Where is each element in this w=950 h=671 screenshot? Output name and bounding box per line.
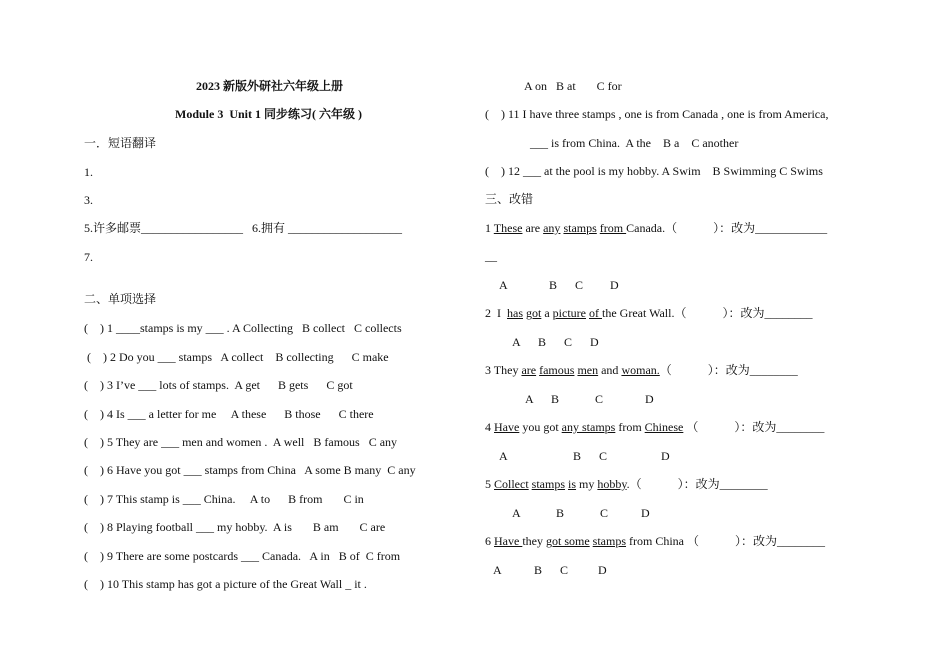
answer-blank: __ [485, 249, 497, 263]
section3-title: 三、改错 [485, 192, 534, 206]
phrase-line: 1. [84, 165, 93, 179]
correction-item: 3 They are famous men and woman.（ ）：改为________ [485, 363, 798, 377]
mc-question: ( ) 12 ___ at the pool is my hobby. A Swim B Swimming C Swims [485, 164, 823, 178]
mc-options: A on B at C for [524, 79, 622, 93]
mc-question: ( ) 10 This stamp has got a picture of the Great Wall _ it . [84, 577, 367, 591]
page-title: 2023 新版外研社六年级上册 [196, 79, 344, 93]
mc-question: ( ) 3 I’ve ___ lots of stamps. A get B gets C got [84, 378, 353, 392]
mc-question: ( ) 5 They are ___ men and women . A well B famous C any [84, 435, 398, 449]
section2-title: 二、单项选择 [84, 292, 157, 306]
phrase-line: 7. [84, 250, 93, 264]
correction-item: 4 Have you got any stamps from Chinese （ ）：改为________ [485, 420, 825, 434]
correction-item: 1 These are any stamps from Canada.（ ）：改为____________ [485, 221, 828, 235]
mc-question-cont: ___ is from China. A the B a C another [530, 136, 739, 150]
page-subtitle: Module 3 Unit 1 同步练习( 六年级 ) [175, 107, 362, 121]
mc-question: ( ) 7 This stamp is ___ China. A to B from C in [84, 492, 364, 506]
correction-options: A B C D [493, 563, 607, 577]
mc-question: ( ) 8 Playing football ___ my hobby. A is B am C are [84, 520, 386, 534]
section1-title: 一．短语翻译 [84, 136, 157, 150]
mc-question: ( ) 6 Have you got ___ stamps from China A some B many C any [84, 463, 416, 477]
correction-item: 6 Have they got some stamps from China （ ）：改为________ [485, 534, 826, 548]
mc-question: ( ) 11 I have three stamps , one is from Canada , one is from America, [485, 107, 829, 121]
mc-question: ( ) 2 Do you ___ stamps A collect B collecting C make [84, 350, 389, 364]
correction-options: A B C D [499, 449, 670, 463]
mc-question: ( ) 4 Is ___ a letter for me A these B those C there [84, 407, 374, 421]
correction-options: A B C D [512, 506, 650, 520]
mc-question: ( ) 9 There are some postcards ___ Canada. A in B of C from [84, 549, 401, 563]
phrase-line: 3. [84, 193, 93, 207]
mc-question: ( ) 1 ____stamps is my ___ . A Collecting B collect C collects [84, 321, 402, 335]
correction-options: A B C D [499, 278, 619, 292]
correction-item: 5 Collect stamps is my hobby.（ ）：改为________ [485, 477, 768, 491]
correction-item: 2 I has got a picture of the Great Wall.（ ）：改为________ [485, 306, 813, 320]
correction-options: A B C D [525, 392, 654, 406]
correction-options: A B C D [512, 335, 599, 349]
phrase-line: 5.许多邮票_________________ 6.拥有 ___________________ [84, 221, 403, 235]
